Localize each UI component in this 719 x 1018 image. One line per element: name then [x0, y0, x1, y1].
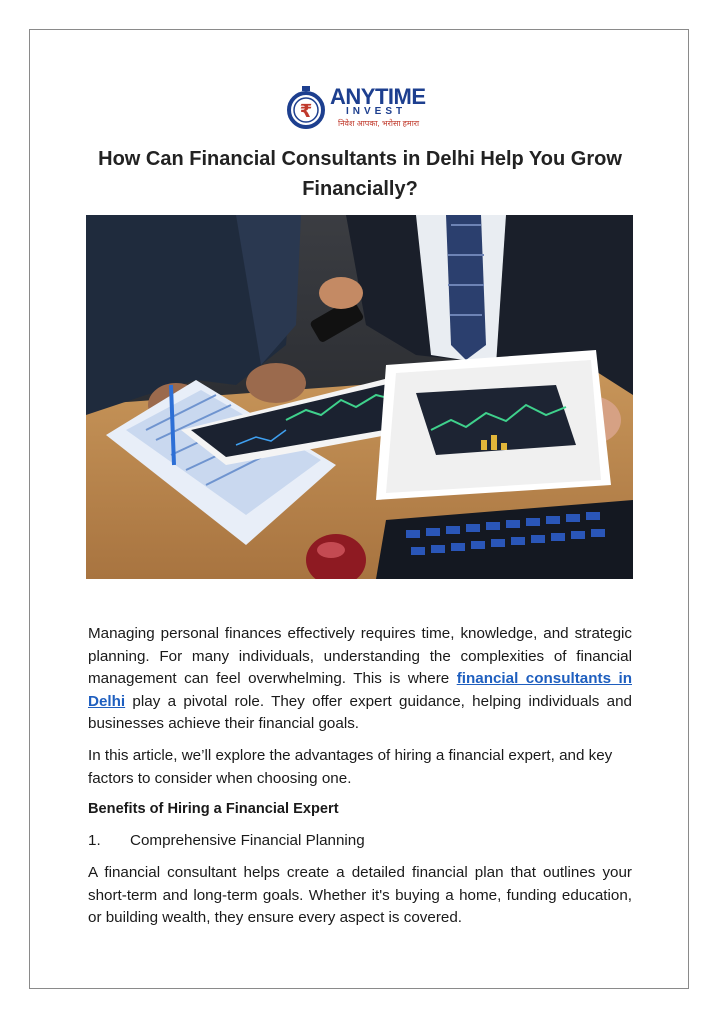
section-heading: Benefits of Hiring a Financial Expert [88, 801, 339, 817]
financial-consultants-link[interactable]: financial consultants in Delhi [88, 670, 632, 710]
logo-tagline: निवेश आपका, भरोसा हमारा [338, 119, 420, 128]
rupee-stopwatch-icon [286, 84, 326, 132]
intro-text-end: play a pivotal role. They offer expert guidance, helping individuals and businesses achieve their financial goals. [88, 692, 632, 733]
list-item [88, 830, 632, 853]
logo-wordmark: ANYTIME [330, 84, 426, 109]
logo-subtitle: INVEST [346, 106, 407, 117]
article-paragraph-2: In this article, we’ll explore the advantages of hiring a financial expert, and key factors to consider when choosing one. [88, 747, 613, 787]
intro-paragraph [88, 623, 632, 736]
list-item-text: Comprehensive Financial Planning [130, 832, 365, 849]
brand-logo [286, 84, 436, 136]
page-title: How Can Financial Consultants in Delhi Help You Grow Financially? [98, 148, 622, 200]
list-item-number: 1. [88, 832, 101, 849]
article-photo [86, 215, 633, 579]
svg-text:₹: ₹ [299, 101, 313, 122]
intro-text-start: Managing personal finances effectively requires time, knowledge, and strategic planning. For many individuals, understanding the complexities of financial management can feel overwhelming. This is where [88, 625, 632, 688]
article-paragraph-3: A financial consultant helps create a detailed financial plan that outlines your short-term and long-term goals. Whether it's buying a home, funding education, or building wealth, they ensure every aspect is covered. [88, 864, 632, 927]
